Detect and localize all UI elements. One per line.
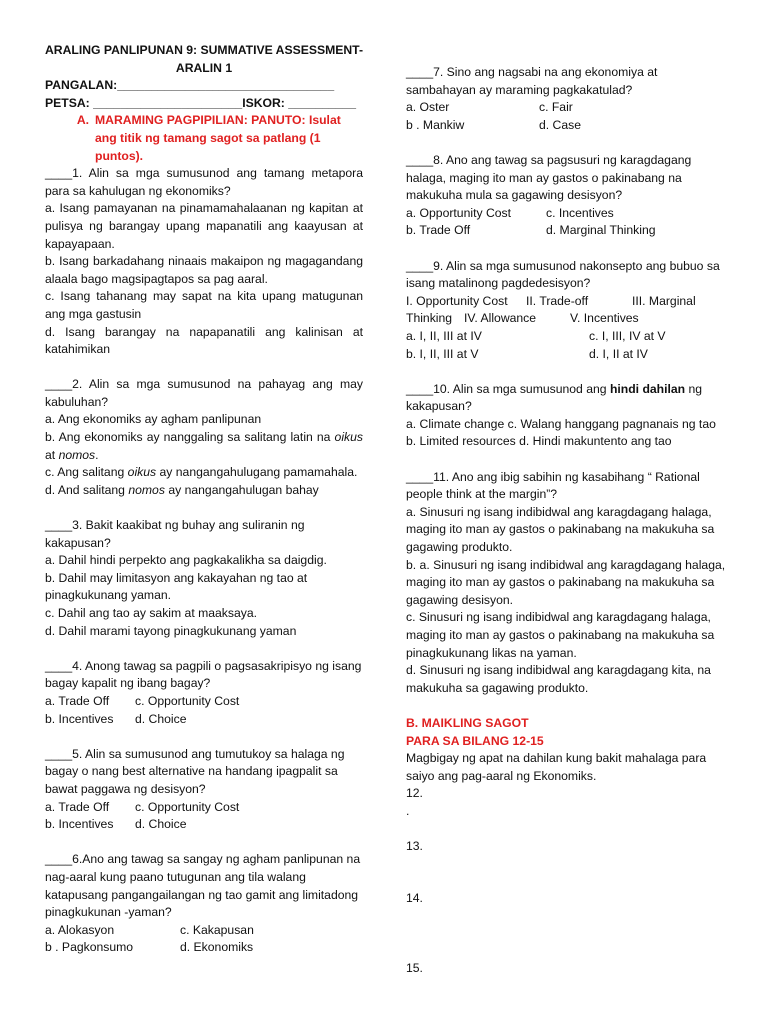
question-7-options-row-2 xyxy=(406,117,726,135)
question-9-concept-3-cont: Thinking xyxy=(406,311,453,326)
question-5-options-row-2 xyxy=(45,816,363,834)
question-10-stem xyxy=(406,381,726,416)
question-9-concept-2: II. Trade-off xyxy=(526,293,589,308)
question-4-option-b: b. Incentives xyxy=(45,711,114,726)
title-line-1: ARALING PANLIPUNAN 9: SUMMATIVE ASSESSMENT- xyxy=(45,43,364,57)
question-6-option-b: b . Pagkonsumo xyxy=(45,940,134,955)
section-a-label: A. xyxy=(76,113,89,128)
question-7-stem: ____7. Sino ang nagsabi na ang ekonomiya at sambahayan ay maraming pagkakatulad? xyxy=(406,65,658,97)
question-4 xyxy=(45,658,363,728)
question-5 xyxy=(45,746,363,834)
answer-15-number: 15. xyxy=(406,960,423,975)
question-9-option-c: c. I, III, IV at V xyxy=(589,328,666,343)
question-4-stem: ____4. Anong tawag sa pagpili o pagsasakripisyo ng isang bagay kapalit ng ibang bagay? xyxy=(45,658,362,691)
question-4-options-row-1 xyxy=(45,693,363,711)
q10-stem-pre: ____10. Alin sa mga sumusunod ang xyxy=(406,381,610,396)
q2b-pre: b. Ang ekonomiks ay nanggaling sa salitang latin na xyxy=(45,430,335,445)
q2c-post: ay nangangahulugang pamamahala. xyxy=(156,465,358,480)
answer-14-number: 14. xyxy=(406,891,423,906)
question-8 xyxy=(406,152,726,240)
q2d-italic: nomos xyxy=(128,482,165,497)
question-9-stem: ____9. Alin sa mga sumusunod nakonsepto ang bubuo sa isang matalinong pagdedesisyon? xyxy=(406,258,720,291)
question-1-option-a: a. Isang pamayanan na pinamamahalaanan ng kapitan at pulisya ng barangay upang mapanatili ang kaayusan at kapayapaan. xyxy=(45,201,363,251)
question-10-options-bd: b. Limited resources d. Hindi makuntento ang tao xyxy=(406,434,672,449)
question-8-option-a: a. Opportunity Cost xyxy=(406,205,511,220)
q2c-italic: oikus xyxy=(127,465,157,480)
question-9-concept-4: IV. Allowance xyxy=(464,311,537,326)
question-5-option-c: c. Opportunity Cost xyxy=(135,799,240,814)
question-7-option-c: c. Fair xyxy=(539,100,573,115)
question-2-option-a: a. Ang ekonomiks ay agham panlipunan xyxy=(45,412,262,427)
q2d-pre: d. And salitang xyxy=(45,482,129,497)
question-1-option-d: d. Isang barangay na napapanatili ang kalinisan at katahimikan xyxy=(45,324,363,357)
question-11-option-b: b. a. Sinusuri ng isang indibidwal ang karagdagang halaga, maging ito man ay gastos o pakinabang na makukuha sa gagawing desisyon. xyxy=(406,557,726,607)
question-5-option-d: d. Choice xyxy=(135,817,187,832)
question-6-options-row-1 xyxy=(45,922,363,940)
question-6-option-c: c. Kakapusan xyxy=(180,922,254,937)
section-a-heading xyxy=(45,112,363,165)
question-5-stem: ____5. Alin sa sumusunod ang tumutukoy sa halaga ng bagay o nang best alternative na handang ipagpalit sa bawat paggawa ng desisyon? xyxy=(45,746,345,796)
question-11 xyxy=(406,469,726,698)
question-9-concepts-row-2 xyxy=(406,310,726,328)
question-7-option-a: a. Oster xyxy=(406,100,450,115)
question-2-option-b xyxy=(45,429,363,464)
q10-stem-post: ng kakapusan? xyxy=(406,381,703,414)
question-2-option-c xyxy=(45,464,363,482)
question-3-option-d: d. Dahil marami tayong pinagkukunang yaman xyxy=(45,623,297,638)
title-line-2: ARALIN 1 xyxy=(175,60,233,75)
question-7-option-d: d. Case xyxy=(539,117,582,132)
question-8-option-d: d. Marginal Thinking xyxy=(546,223,656,238)
question-6-option-a: a. Alokasyon xyxy=(45,922,115,937)
section-a-text: MARAMING PAGPIPILIAN: PANUTO: Isulat ang titik ng tamang sagot sa patlang (1 puntos). xyxy=(95,113,341,163)
question-4-option-c: c. Opportunity Cost xyxy=(135,693,240,708)
question-10-options-ac: a. Climate change c. Walang hanggang pagnanais ng tao xyxy=(406,416,716,431)
q2b-italic-2: nomos xyxy=(58,447,96,462)
question-6-option-d: d. Ekonomiks xyxy=(180,940,254,955)
question-4-option-a: a. Trade Off xyxy=(45,693,110,708)
question-3-option-c: c. Dahil ang tao ay sakim at maaksaya. xyxy=(45,606,258,620)
question-9-concept-3: III. Marginal xyxy=(632,293,696,308)
q2c-pre: c. Ang salitang xyxy=(45,465,128,480)
question-9-concept-5: V. Incentives xyxy=(570,311,639,326)
question-9-concepts-row-1 xyxy=(406,293,726,311)
section-b-instruction: Magbigay ng apat na dahilan kung bakit mahalaga para saiyo ang pag-aaral ng Ekonomiks. xyxy=(406,751,707,783)
question-7-option-b: b . Mankiw xyxy=(406,117,465,132)
question-6 xyxy=(45,851,363,957)
q2b-end: . xyxy=(95,447,99,462)
question-2 xyxy=(45,376,363,499)
question-2-option-d xyxy=(45,482,363,500)
answer-12-number: 12. xyxy=(406,786,423,801)
question-3-option-b: b. Dahil may limitasyon ang kakayahan ng tao at pinagkukunang yaman. xyxy=(45,570,308,603)
question-11-option-a: a. Sinusuri ng isang indibidwal ang karagdagang halaga, maging ito man ay gastos o pakinabang na makukuha sa gagawing produkto. xyxy=(406,504,715,555)
question-11-stem: ____11. Ano ang ibig sabihin ng kasabihang “ Rational people think at the margin”? xyxy=(406,469,700,502)
question-9-option-a: a. I, II, III at IV xyxy=(406,328,482,343)
question-3-option-a: a. Dahil hindi perpekto ang pagkakalikha sa daigdig. xyxy=(45,553,327,568)
question-8-options-row-1 xyxy=(406,205,726,223)
right-column xyxy=(406,64,726,977)
question-10 xyxy=(406,381,726,451)
question-9-option-d: d. I, II at IV xyxy=(589,346,648,361)
question-9 xyxy=(406,258,726,364)
question-5-option-a: a. Trade Off xyxy=(45,799,110,814)
question-11-option-d: d. Sinusuri ng isang indibidwal ang karagdagang kita, na makukuha sa gagawing produkto. xyxy=(406,663,711,695)
question-9-options-row-1 xyxy=(406,328,726,346)
question-6-stem: ____6.Ano ang tawag sa sangay ng agham panlipunan na nag-aaral kung paano tutugunan ang tila walang katapusang pangangailangan ng tao gamit ang limitadong pinagkukunan -yaman? xyxy=(45,852,361,920)
left-column xyxy=(45,42,363,974)
question-4-options-row-2 xyxy=(45,711,363,729)
question-8-option-b: b. Trade Off xyxy=(406,223,471,238)
question-4-option-d: d. Choice xyxy=(135,711,187,726)
q2b-italic-1: oikus xyxy=(334,430,363,445)
answer-13-number: 13. xyxy=(406,838,423,853)
question-5-option-b: b. Incentives xyxy=(45,817,114,832)
q2b-mid: at xyxy=(45,447,59,462)
question-1-option-c: c. Isang tahanang may sapat na kita upang matugunan ang mga gastusin xyxy=(45,289,363,321)
question-5-options-row-1 xyxy=(45,799,363,817)
pangalan-field[interactable]: PANGALAN:________________________________ xyxy=(45,78,335,93)
question-8-option-c: c. Incentives xyxy=(546,205,614,220)
question-8-options-row-2 xyxy=(406,222,726,240)
question-6-options-row-2 xyxy=(45,939,363,957)
section-b-title: B. MAIKLING SAGOT xyxy=(406,715,529,730)
petsa-iskor-field[interactable]: PETSA: ______________________ISKOR: __________ xyxy=(45,95,357,110)
question-1 xyxy=(45,165,363,359)
question-7 xyxy=(406,64,726,134)
question-3 xyxy=(45,517,363,640)
question-7-options-row-1 xyxy=(406,99,726,117)
question-9-options-row-2 xyxy=(406,346,726,364)
q2d-post: ay nangangahulugan bahay xyxy=(164,482,319,497)
question-2-stem: ____2. Alin sa mga sumusunod na pahayag ang may kabuluhan? xyxy=(45,377,363,409)
question-1-stem: ____1. Alin sa mga sumusunod ang tamang metapora para sa kahulugan ng ekonomiks? xyxy=(45,166,363,198)
section-b-subtitle: PARA SA BILANG 12-15 xyxy=(406,733,544,748)
question-1-option-b: b. Isang barkadahang ninaais makaipon ng magagandang alaala bago magsipagtapos sa pag aaral. xyxy=(45,254,363,286)
question-9-concept-1: I. Opportunity Cost xyxy=(406,293,508,308)
question-8-stem: ____8. Ano ang tawag sa pagsusuri ng karagdagang halaga, maging ito man ay gastos o pakinabang na makukuha mula sa gagawing desisyon? xyxy=(406,152,692,203)
q10-stem-bold: hindi dahilan xyxy=(609,381,686,396)
answer-12-dot: . xyxy=(406,803,410,818)
section-b xyxy=(406,715,726,977)
question-9-option-b: b. I, II, III at V xyxy=(406,346,479,361)
question-3-stem: ____3. Bakit kaakibat ng buhay ang suliranin ng kakapusan? xyxy=(45,518,305,550)
question-11-option-c: c. Sinusuri ng isang indibidwal ang karagdagang halaga, maging ito man ay gastos o pakinabang na makukuha sa pinagkukunang likas na yaman. xyxy=(406,610,715,660)
